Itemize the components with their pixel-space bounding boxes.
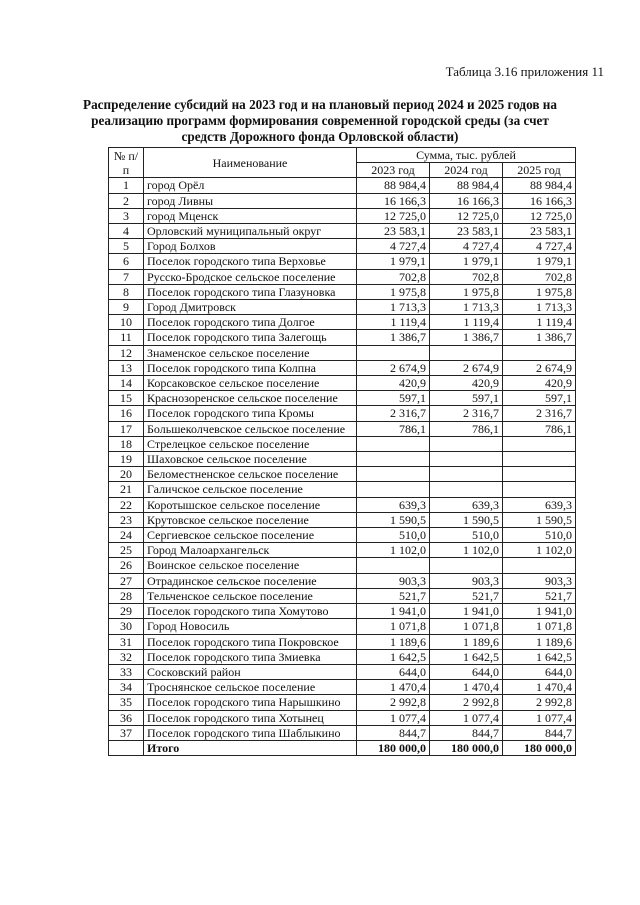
row-name: Знаменское сельское поселение [144,345,357,360]
table-row [109,680,576,695]
row-value: 639,3 [503,497,576,512]
row-value: 1 077,4 [430,710,503,725]
row-value [357,452,430,467]
table-row [109,330,576,345]
row-name: Тельченское сельское поселение [144,588,357,603]
row-name: Галичское сельское поселение [144,482,357,497]
row-name: Коротышское сельское поселение [144,497,357,512]
row-value: 844,7 [503,725,576,740]
row-value: 1 470,4 [430,680,503,695]
row-name: Поселок городского типа Нарышкино [144,695,357,710]
row-value: 420,9 [357,376,430,391]
row-name: Краснозоренское сельское поселение [144,391,357,406]
row-value: 786,1 [430,421,503,436]
row-number: 26 [109,558,144,573]
row-value: 1 102,0 [503,543,576,558]
row-value: 1 979,1 [430,254,503,269]
row-number: 14 [109,376,144,391]
row-value: 521,7 [430,588,503,603]
row-number: 25 [109,543,144,558]
row-name: Поселок городского типа Глазуновка [144,284,357,299]
row-value: 597,1 [357,391,430,406]
row-value: 597,1 [430,391,503,406]
table-row [109,482,576,497]
row-number: 18 [109,436,144,451]
row-number: 19 [109,452,144,467]
row-value: 2 992,8 [357,695,430,710]
table-row [109,497,576,512]
document-title: Распределение субсидий на 2023 год и на плановый период 2024 и 2025 годов на реализацию программ формирования современной городской среды (за счет средств Дорожного фонда Орловской области) [83,97,557,144]
row-number: 8 [109,284,144,299]
subsidy-table [108,147,576,756]
row-value [503,482,576,497]
table-row [109,634,576,649]
row-value: 844,7 [430,725,503,740]
header-year-2023: 2023 год [357,163,430,178]
table-row [109,421,576,436]
row-value: 2 992,8 [503,695,576,710]
row-name: Поселок городского типа Хомутово [144,604,357,619]
row-name: Поселок городского типа Залегощь [144,330,357,345]
table-row [109,543,576,558]
row-value [430,482,503,497]
row-value: 2 992,8 [430,695,503,710]
row-value: 1 189,6 [430,634,503,649]
row-value: 702,8 [357,269,430,284]
row-name: Поселок городского типа Шаблыкино [144,725,357,740]
row-value: 597,1 [503,391,576,406]
row-value: 1 642,5 [503,649,576,664]
table-row [109,193,576,208]
row-number: 10 [109,315,144,330]
row-value: 4 727,4 [357,239,430,254]
row-value: 521,7 [503,588,576,603]
row-value: 1 642,5 [430,649,503,664]
table-row [109,391,576,406]
table-row [109,649,576,664]
row-number: 4 [109,224,144,239]
row-value: 1 590,5 [503,512,576,527]
row-value: 88 984,4 [503,178,576,193]
table-row [109,528,576,543]
row-value: 1 189,6 [357,634,430,649]
row-number: 5 [109,239,144,254]
row-value: 1 470,4 [357,680,430,695]
row-value: 1 386,7 [503,330,576,345]
row-value: 1 590,5 [430,512,503,527]
row-value: 1 713,3 [357,300,430,315]
table-row [109,178,576,193]
row-value: 644,0 [430,664,503,679]
row-name: Поселок городского типа Верховье [144,254,357,269]
header-year-2025: 2025 год [503,163,576,178]
row-name: Город Малоархангельск [144,543,357,558]
total-value: 180 000,0 [430,740,503,755]
row-name: Троснянское сельское поселение [144,680,357,695]
row-number: 31 [109,634,144,649]
table-row [109,725,576,740]
table-row [109,436,576,451]
row-value: 1 642,5 [357,649,430,664]
header-sum: Сумма, тыс. рублей [357,148,576,163]
row-value: 12 725,0 [503,208,576,223]
row-value [503,452,576,467]
row-value [430,558,503,573]
row-name: Беломестненское сельское поселение [144,467,357,482]
table-row [109,300,576,315]
row-number: 24 [109,528,144,543]
table-row [109,710,576,725]
row-value: 16 166,3 [503,193,576,208]
row-value [503,558,576,573]
row-value [430,452,503,467]
row-number: 35 [109,695,144,710]
row-number: 16 [109,406,144,421]
row-name: Город Болхов [144,239,357,254]
header-num: № п/п [109,148,144,178]
row-value: 1 119,4 [503,315,576,330]
table-row [109,588,576,603]
row-value [503,436,576,451]
row-value: 4 727,4 [503,239,576,254]
row-value: 1 189,6 [503,634,576,649]
row-value [430,467,503,482]
row-name: город Орёл [144,178,357,193]
row-name: Поселок городского типа Кромы [144,406,357,421]
row-number: 21 [109,482,144,497]
table-row [109,512,576,527]
row-value: 903,3 [430,573,503,588]
row-value: 2 316,7 [357,406,430,421]
total-empty-cell [109,740,144,755]
row-value: 1 590,5 [357,512,430,527]
row-value: 1 713,3 [503,300,576,315]
row-value: 88 984,4 [430,178,503,193]
row-name: Стрелецкое сельское поселение [144,436,357,451]
row-value [357,436,430,451]
row-name: Город Дмитровск [144,300,357,315]
row-number: 32 [109,649,144,664]
row-value: 1 102,0 [430,543,503,558]
row-value: 2 674,9 [430,360,503,375]
table-row [109,224,576,239]
row-number: 22 [109,497,144,512]
row-value: 702,8 [430,269,503,284]
row-value: 2 674,9 [503,360,576,375]
row-number: 33 [109,664,144,679]
row-number: 37 [109,725,144,740]
total-label: Итого [144,740,357,755]
row-value: 1 941,0 [503,604,576,619]
row-number: 6 [109,254,144,269]
total-value: 180 000,0 [357,740,430,755]
row-number: 1 [109,178,144,193]
row-value [357,467,430,482]
table-row [109,619,576,634]
row-number: 2 [109,193,144,208]
header-name: Наименование [144,148,357,178]
row-value: 786,1 [503,421,576,436]
row-number: 15 [109,391,144,406]
row-name: Сергиевское сельское поселение [144,528,357,543]
row-value: 1 386,7 [357,330,430,345]
header-year-2024: 2024 год [430,163,503,178]
row-value: 903,3 [503,573,576,588]
row-value: 12 725,0 [357,208,430,223]
row-value: 1 713,3 [430,300,503,315]
row-value: 1 470,4 [503,680,576,695]
table-caption: Таблица 3.16 приложения 11 [445,64,604,79]
row-name: Поселок городского типа Колпна [144,360,357,375]
table-row [109,269,576,284]
row-value: 2 316,7 [430,406,503,421]
row-value: 88 984,4 [357,178,430,193]
table-row [109,573,576,588]
row-value: 639,3 [430,497,503,512]
table-row [109,208,576,223]
row-name: Поселок городского типа Долгое [144,315,357,330]
row-number: 13 [109,360,144,375]
row-value: 16 166,3 [430,193,503,208]
table-row [109,284,576,299]
row-name: город Ливны [144,193,357,208]
row-value: 1 975,8 [430,284,503,299]
row-name: Крутовское сельское поселение [144,512,357,527]
row-number: 36 [109,710,144,725]
row-value: 1 941,0 [430,604,503,619]
table-row [109,360,576,375]
row-value: 844,7 [357,725,430,740]
row-value [357,345,430,360]
row-value: 644,0 [357,664,430,679]
row-value: 1 102,0 [357,543,430,558]
table-row [109,406,576,421]
row-value: 1 975,8 [503,284,576,299]
row-value: 1 979,1 [357,254,430,269]
row-name: Город Новосиль [144,619,357,634]
row-value [503,467,576,482]
row-number: 7 [109,269,144,284]
row-value: 1 941,0 [357,604,430,619]
row-value: 644,0 [503,664,576,679]
row-value: 23 583,1 [357,224,430,239]
table-row [109,695,576,710]
row-name: Корсаковское сельское поселение [144,376,357,391]
row-value: 23 583,1 [503,224,576,239]
table-row [109,254,576,269]
row-value: 510,0 [503,528,576,543]
row-value: 521,7 [357,588,430,603]
row-name: Орловский муниципальный округ [144,224,357,239]
row-value: 16 166,3 [357,193,430,208]
row-value: 1 071,8 [430,619,503,634]
row-value: 1 386,7 [430,330,503,345]
row-value [503,345,576,360]
row-number: 34 [109,680,144,695]
row-number: 27 [109,573,144,588]
row-value: 510,0 [357,528,430,543]
total-row [109,740,576,755]
row-value: 702,8 [503,269,576,284]
row-value: 2 316,7 [503,406,576,421]
table-row [109,239,576,254]
table-row [109,452,576,467]
table-row [109,558,576,573]
table-row [109,345,576,360]
row-value: 639,3 [357,497,430,512]
row-value: 23 583,1 [430,224,503,239]
row-name: Шаховское сельское поселение [144,452,357,467]
row-number: 23 [109,512,144,527]
row-number: 9 [109,300,144,315]
total-value: 180 000,0 [503,740,576,755]
row-number: 3 [109,208,144,223]
row-name: Русско-Бродское сельское поселение [144,269,357,284]
row-name: Большеколчевское сельское поселение [144,421,357,436]
row-value: 1 119,4 [357,315,430,330]
table-row [109,604,576,619]
row-number: 12 [109,345,144,360]
table-row [109,315,576,330]
row-value: 1 077,4 [357,710,430,725]
row-number: 30 [109,619,144,634]
row-number: 28 [109,588,144,603]
row-value: 12 725,0 [430,208,503,223]
row-number: 29 [109,604,144,619]
row-number: 11 [109,330,144,345]
row-value [357,558,430,573]
row-number: 17 [109,421,144,436]
row-value: 786,1 [357,421,430,436]
row-value [430,436,503,451]
row-value [357,482,430,497]
row-value: 510,0 [430,528,503,543]
table-row [109,376,576,391]
row-number: 20 [109,467,144,482]
row-value: 1 119,4 [430,315,503,330]
row-value: 1 071,8 [357,619,430,634]
row-name: Отрадинское сельское поселение [144,573,357,588]
row-name: Поселок городского типа Змиевка [144,649,357,664]
row-value: 420,9 [430,376,503,391]
row-value: 420,9 [503,376,576,391]
row-name: Поселок городского типа Хотынец [144,710,357,725]
row-value [430,345,503,360]
row-value: 2 674,9 [357,360,430,375]
row-name: Воинское сельское поселение [144,558,357,573]
row-value: 4 727,4 [430,239,503,254]
row-value: 1 071,8 [503,619,576,634]
row-value: 903,3 [357,573,430,588]
row-name: город Мценск [144,208,357,223]
row-name: Сосковский район [144,664,357,679]
row-value: 1 979,1 [503,254,576,269]
row-value: 1 077,4 [503,710,576,725]
table-row [109,467,576,482]
table-row [109,664,576,679]
table-body [109,178,576,756]
row-name: Поселок городского типа Покровское [144,634,357,649]
row-value: 1 975,8 [357,284,430,299]
